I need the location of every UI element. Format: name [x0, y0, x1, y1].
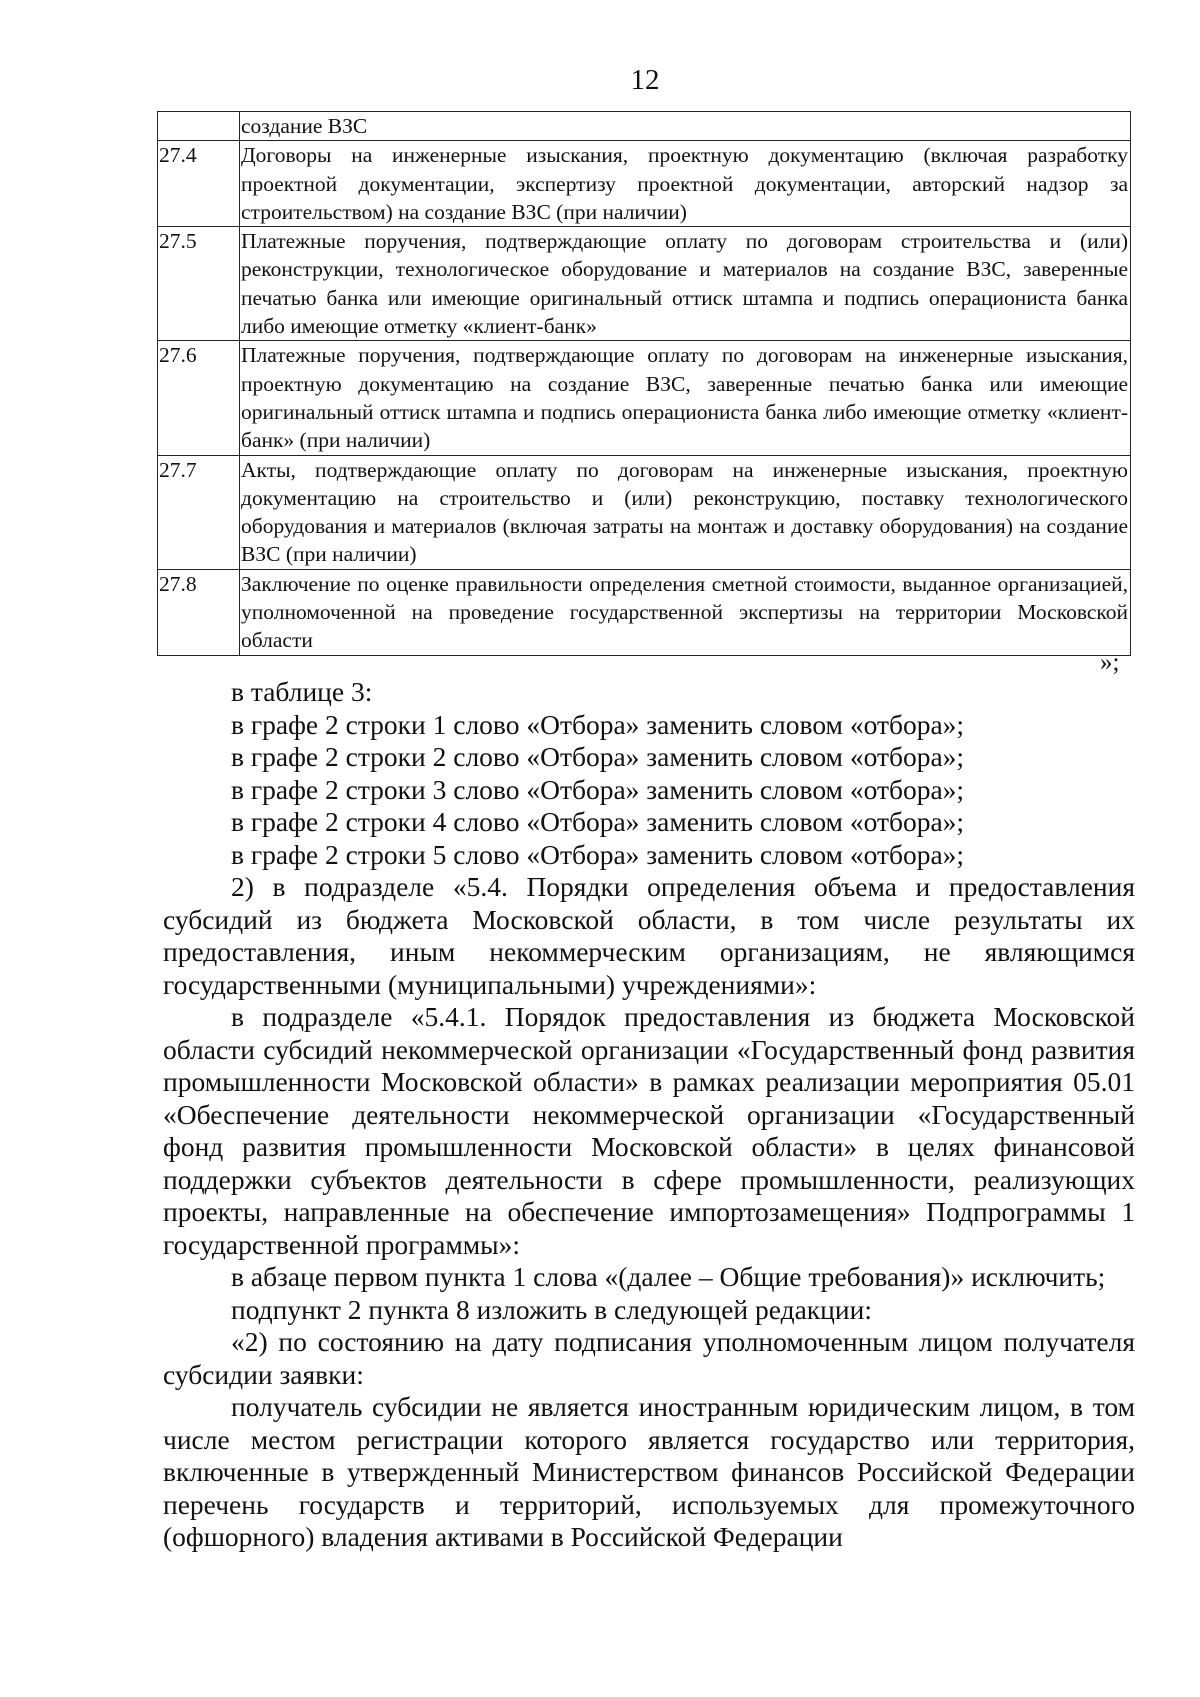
row-text: Заключение по оценке правильности определения сметной стоимости, выданное организацией, уполномоченной на проведение государственной экспертизы на территории Московской области — [240, 569, 1131, 655]
table-close-mark: »; — [1100, 649, 1120, 676]
paragraph: получатель субсидии не является иностранным юридическим лицом, в том числе местом регистрации которого является государство или территория, включенные в утвержденный Министерством финансов Российской Федерации перечень государств и территорий, используемых для промежуточного (офшорного) владения активами в Российской Федерации — [163, 1391, 1135, 1552]
row-text: Акты, подтверждающие оплату по договорам на инженерные изыскания, проектную документацию на строительство и (или) реконструкцию, поставку технологического оборудования и материалов (включая затраты на монтаж и доставку оборудования) на создание ВЗС (при наличии) — [240, 455, 1131, 569]
row-text: Платежные поручения, подтверждающие оплату по договорам строительства и (или) реконструкции, технологическое оборудование и материалов на создание ВЗС, заверенные печатью банка или имеющие оригинальный оттиск штампа и подпись операциониста банка либо имеющие отметку «клиент-банк» — [240, 227, 1131, 341]
table-row — [158, 112, 1131, 141]
table-row — [158, 141, 1131, 227]
table-row — [158, 341, 1131, 455]
paragraph: в абзаце первом пункта 1 слова «(далее – Общие требования)» исключить; — [231, 1261, 1106, 1292]
paragraph: в графе 2 строки 3 слово «Отбора» заменить словом «отбора»; — [231, 773, 965, 805]
paragraph: 2) в подразделе «5.4. Порядки определения объема и предоставления субсидий из бюджета Московской области, в том числе результаты их предоставления, иным некоммерческим организациям, не являющимся государственными (муниципальными) учреждениями»: — [163, 871, 1135, 1000]
paragraph: в графе 2 строки 2 слово «Отбора» заменить словом «отбора»; — [231, 741, 965, 772]
row-number: 27.7 — [158, 455, 240, 569]
row-text: Платежные поручения, подтверждающие оплату по договорам на инженерные изыскания, проектную документацию на создание ВЗС, заверенные печатью банка или имеющие оригинальный оттиск штампа и подпись операциониста банка либо имеющие отметку «клиент-банк» (при наличии) — [240, 341, 1131, 455]
page-number: 12 — [630, 64, 660, 96]
row-number: 27.8 — [158, 569, 240, 655]
paragraph: в графе 2 строки 5 слово «Отбора» заменить словом «отбора»; — [231, 838, 965, 870]
row-text: создание ВЗС — [240, 112, 1131, 141]
row-number — [158, 112, 240, 141]
regulation-table — [157, 111, 1131, 656]
row-number: 27.4 — [158, 141, 240, 227]
paragraph: подпункт 2 пункта 8 изложить в следующей редакции: — [231, 1293, 872, 1325]
paragraph: в графе 2 строки 4 слово «Отбора» заменить словом «отбора»; — [231, 806, 965, 837]
table-row — [158, 455, 1131, 569]
row-text: Договоры на инженерные изыскания, проектную документацию (включая разработку проектной документации, экспертизу проектной документации, авторский надзор за строительством) на создание ВЗС (при наличии) — [240, 141, 1131, 227]
table-row — [158, 569, 1131, 655]
paragraph: в подразделе «5.4.1. Порядок предоставления из бюджета Московской области субсидий некоммерческой организации «Государственный фонд развития промышленности Московской области» в рамках реализации мероприятия 05.01 «Обеспечение деятельности некоммерческой организации «Государственный фонд развития промышленности Московской области» в целях финансовой поддержки субъектов деятельности в сфере промышленности, реализующих проекты, направленные на обеспечение импортозамещения» Подпрограммы 1 государственной программы»: — [163, 1001, 1135, 1260]
document-body — [163, 676, 1135, 1554]
paragraph: в графе 2 строки 1 слово «Отбора» заменить словом «отбора»; — [231, 708, 965, 740]
paragraph: «2) по состоянию на дату подписания уполномоченным лицом получателя субсидии заявки: — [163, 1326, 1135, 1390]
paragraph: в таблице 3: — [231, 676, 373, 707]
row-number: 27.6 — [158, 341, 240, 455]
table-row — [158, 227, 1131, 341]
row-number: 27.5 — [158, 227, 240, 341]
